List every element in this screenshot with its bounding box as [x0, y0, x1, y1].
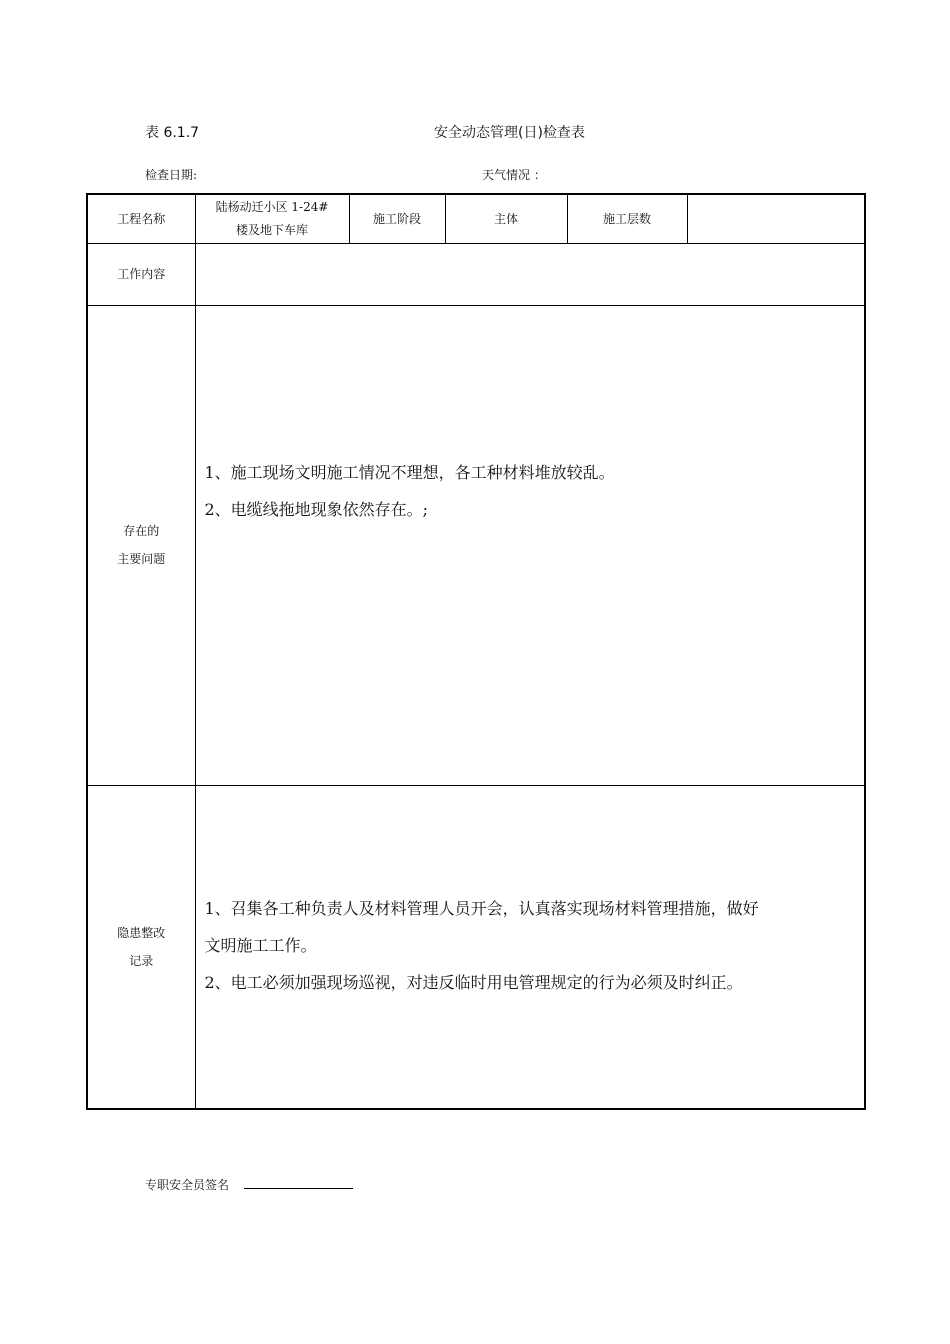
floors-value — [687, 194, 865, 243]
issues-label-line2: 主要问题 — [117, 552, 166, 566]
floors-label: 施工层数 — [567, 194, 687, 243]
fix-item-1-cont: 文明施工工作。 — [204, 935, 317, 955]
stage-value: 主体 — [445, 194, 567, 243]
table-row — [87, 243, 865, 305]
issues-label — [87, 305, 195, 785]
work-content-label: 工作内容 — [87, 243, 195, 305]
fix-content — [195, 785, 865, 1109]
inspection-table — [86, 193, 866, 1110]
project-name-line1: 陆杨动迁小区 1-24# — [215, 199, 329, 214]
inspection-date-label: 检查日期: — [145, 168, 198, 182]
issues-label-line1: 存在的 — [123, 524, 160, 538]
safety-officer-signature-label: 专职安全员签名 — [145, 1178, 230, 1192]
table-row — [87, 194, 865, 243]
table-row — [87, 785, 865, 1109]
fix-label-line1: 隐患整改 — [117, 925, 166, 940]
work-content-value — [195, 243, 865, 305]
signature-line[interactable] — [244, 1188, 353, 1189]
stage-label: 施工阶段 — [349, 194, 445, 243]
project-name-label: 工程名称 — [87, 194, 195, 243]
project-name-value — [195, 194, 349, 243]
fix-item-1: 1、召集各工种负责人及材料管理人员开会，认真落实现场材料管理措施，做好 — [204, 898, 759, 918]
weather-label: 天气情况 ： — [482, 168, 546, 182]
project-name-line2: 楼及地下车库 — [235, 222, 308, 237]
form-title: 安全动态管理(日)检查表 — [434, 125, 585, 141]
issue-item-1: 1、施工现场文明施工情况不理想，各工种材料堆放较乱。 — [204, 462, 615, 482]
issues-content — [195, 305, 865, 785]
fix-item-2: 2、电工必须加强现场巡视，对违反临时用电管理规定的行为必须及时纠正。 — [204, 972, 743, 992]
table-number: 表 6.1.7 — [145, 125, 200, 141]
table-row — [87, 305, 865, 785]
issue-item-2: 2、电缆线拖地现象依然存在。; — [204, 499, 429, 519]
fix-label-line2: 记录 — [129, 953, 154, 968]
fix-label — [87, 785, 195, 1109]
